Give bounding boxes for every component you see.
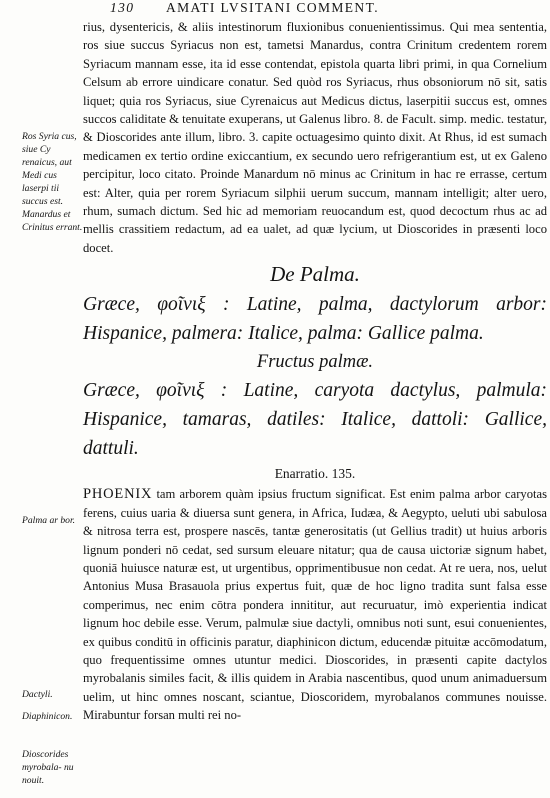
subheading-fructus: Fructus palmæ. bbox=[256, 352, 374, 373]
running-title: AMATI LVSITANI COMMENT. bbox=[166, 0, 379, 15]
margin-note-dioscorides: Dioscorides myrobala- nu nouit. bbox=[22, 749, 74, 786]
synonyms-fructus: Græce, φοῖνιξ : Latine, caryota dactylus, palmula: Hispanice, tamaras, datiles: Italice, dattoli: Gallice, dattuli. bbox=[83, 380, 547, 460]
margin-note-palma-arbor: Palma ar bor. bbox=[22, 515, 76, 526]
margin-note-diaphinicon: Diaphinicon. bbox=[22, 711, 73, 722]
paragraph-phoenix-text: tam arborem quàm ipsius fructum significat. Est enim palma arbor caryotas ferens, cuius uaria & diuersa sunt genera, in Africa, Iudæa, & Aegypto, ueluti ubi sabulosa & nitrosa terra est, prospere nascēs, tantæ generositatis (ut Gellius tradit) ut huius arboris lignum ponderi nō cedat, sed sursum eleuare nitatur; qua de causa uictoriæ signum habet, quoniā huiusce naturæ est, ut urgentibus, opprimentibusue non cedat. At re uera, nos, uelut Antonius Musa Brasauola prius expertus fuit, quæ de hoc ligno tradita sunt falsa esse comperimus, nec enim cōtra pondera innititur, aut recuruatur, imò experientia indicat lignum hoc debile esse. Verum, palmulæ siue dactyli, omnibus noti sunt, esui conuenientes, ex quibus conditū in officinis paratur, diaphinicon dictum, educendæ pituitæ accōmodatum, quo frequentissime omnes utuntur medici. Dioscorides, in præsenti capite dactylos myrobalanis similes facit, & illis quidem in Arabia nascentibus, quod unum animaduersum uelim, ut hinc omnes noscant, sciantue, Dioscoridem, myrobalanos communes nouisse. Mirabuntur forsan multi rei no- bbox=[83, 487, 547, 723]
running-header bbox=[110, 0, 550, 16]
section-title: De Palma. bbox=[270, 262, 360, 287]
page-number: 130 bbox=[110, 0, 135, 15]
margin-note-ros-syriacus: Ros Syria cus, siue Cy renaicus, aut Medi cus laserpi tii succus est. Manardus et Crinitus errant. bbox=[22, 131, 83, 233]
paragraph-phoenix bbox=[83, 485, 547, 724]
main-text-column bbox=[83, 18, 547, 725]
paragraph-ros-syriacus: rius, dysentericis, & aliis intestinorum fluxionibus conuenientissimus. Qui mea sententia, ros siue succus Syriacus non est, tametsi Manardus, contra Crinitum credentem rorem Syriacum mannam esse, ita id esse contendat, epistola quarta libri primi, in qua Cornelium Celsum ab errore uindicare conatur. Sed quòd ros Syriacus, rhus obsoniorum nō sit, satis liquet; quia ros Syriacus, siue Cyrenaicus aut Medicus dictus, laserpitii succus est, omnes succos caliditate & tenuitate exuperans, ut Galenus libro. 8. de Facult. simp. medic. testatur, & Dioscorides ante illum, libro. 3. capite octuagesimo quinto dixit. At Rhus, id est sumach medicamen ex tertio ordine exiccantium, ex secundo uero refrigerantium est, ut ex Galeno percipitur, loco citato. Proinde Manardum nō minus ac Crinitum in hac re errasse, certum est: Alter, quia per rorem Syriacum silphii uerum succum, mannam intelligit; alter uero, rhum, sumach dictum. Sed hic ad memoriam reuocandum est, quod decoctum rhus ac ad mellis crassitiem redactum, ad ea ualet, ad quæ lycium, ut Dioscorides in præsenti loco docet. bbox=[83, 20, 547, 255]
margin-note-dactyli: Dactyli. bbox=[22, 689, 53, 700]
synonyms-palma: Græce, φοῖνιξ : Latine, palma, dactylorum arbor: Hispanice, palmera: Italice, palma: Gallice palma. bbox=[83, 294, 547, 345]
enarratio-heading: Enarratio. 135. bbox=[274, 466, 356, 482]
lead-word: PHOENIX bbox=[83, 486, 153, 503]
